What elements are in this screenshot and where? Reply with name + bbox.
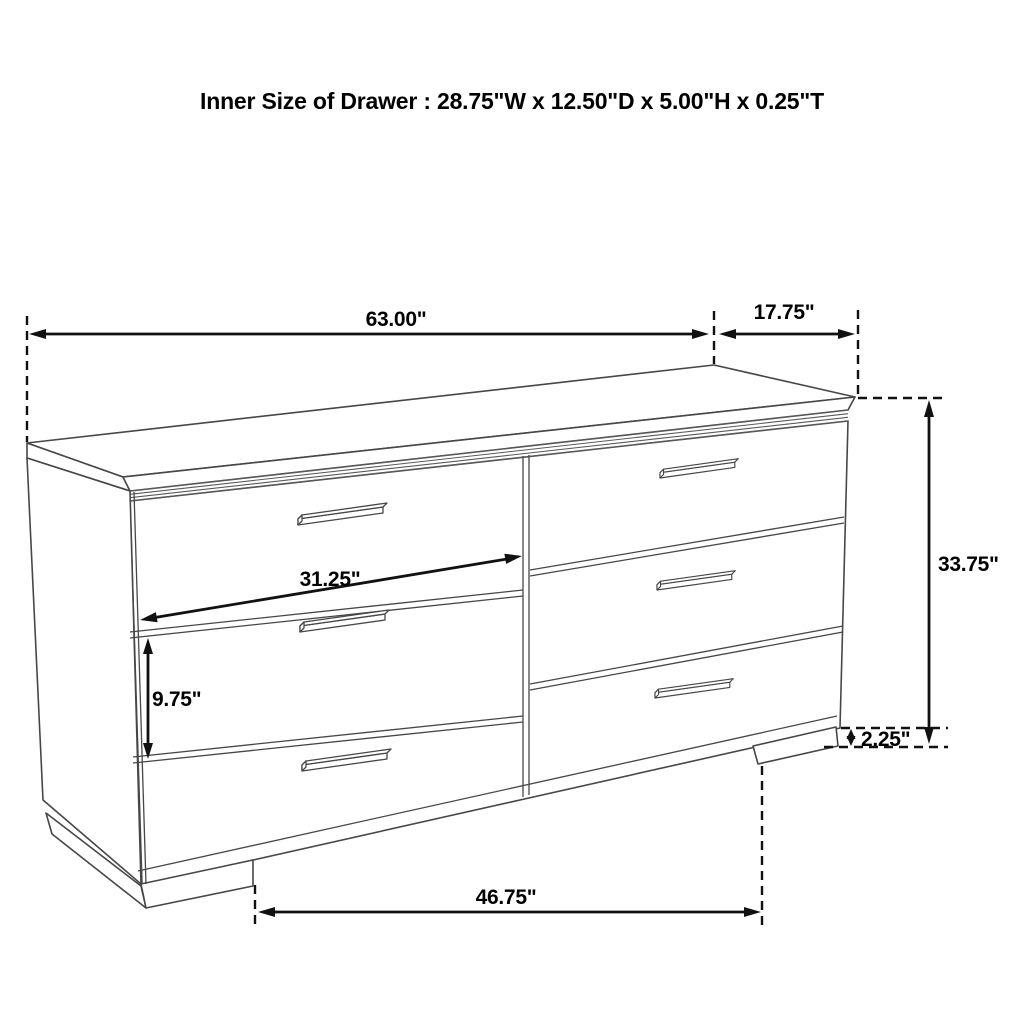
dim-label-base-inner-width: 46.75" xyxy=(475,886,537,909)
dim-top-depth xyxy=(719,301,855,339)
cabinet-front-face xyxy=(130,421,848,885)
arrowhead xyxy=(924,727,934,744)
arrowhead xyxy=(924,400,934,417)
dim-label-top-depth: 17.75" xyxy=(753,301,815,324)
arrowhead xyxy=(258,907,275,917)
dim-label-drawer-width: 31.25" xyxy=(299,568,361,591)
dim-base-inner-width xyxy=(258,886,761,917)
arrowhead xyxy=(692,329,709,339)
left-side-panel xyxy=(27,458,141,884)
dim-label-base-height: 2.25" xyxy=(861,728,911,751)
arrowhead xyxy=(744,907,761,917)
arrowhead xyxy=(847,736,856,746)
page-title: Inner Size of Drawer : 28.75"W x 12.50"D x 5.00"H x 0.25"T xyxy=(200,88,824,114)
dim-overall-height xyxy=(924,400,999,744)
arrowhead xyxy=(838,329,855,339)
arrowhead xyxy=(719,329,736,339)
arrowhead xyxy=(29,329,46,339)
dim-label-top-width: 63.00" xyxy=(365,308,427,331)
dresser-drawing xyxy=(27,365,855,908)
dim-label-drawer-height: 9.75" xyxy=(152,688,202,711)
dim-label-overall-height: 33.75" xyxy=(938,553,999,576)
dim-top-width xyxy=(29,308,709,339)
